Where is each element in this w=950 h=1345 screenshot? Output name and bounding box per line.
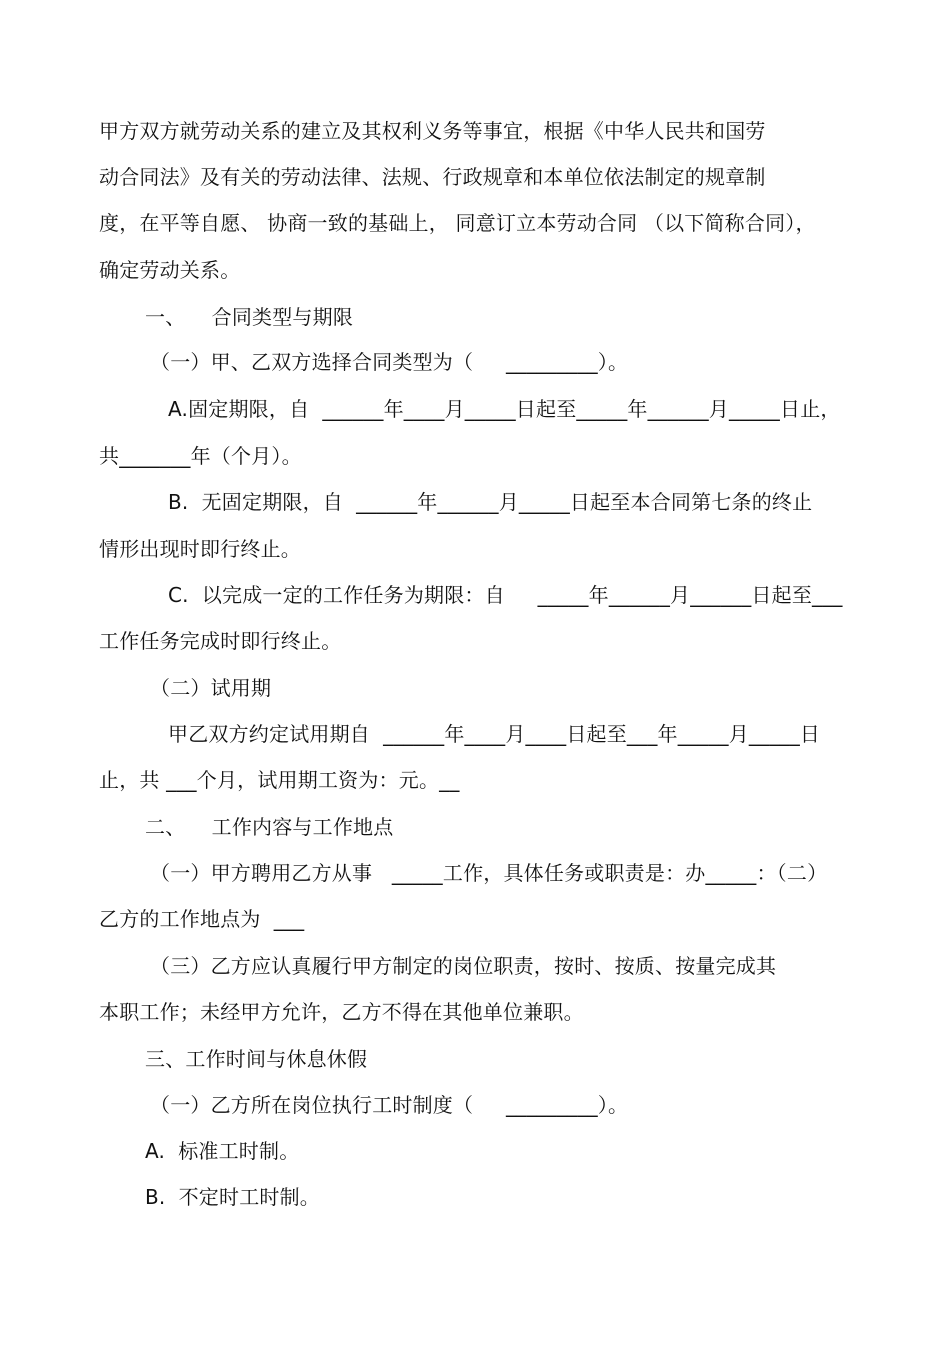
clause-line: 乙方的工作地点为 ___ xyxy=(99,907,305,931)
clause-line: 共_______年（个月）。 xyxy=(99,444,302,468)
section-heading: 一、 合同类型与期限 xyxy=(145,305,354,329)
clause-line: B. 无固定期限，自 ______年______月_____日起至本合同第七条的终止 xyxy=(168,490,813,514)
paragraph-line: 动合同法》及有关的劳动法律、法规、行政规章和本单位依法制定的规章制 xyxy=(99,165,766,189)
clause-line: C. 以完成一定的工作任务为期限：自 _____年______月______日起至___ xyxy=(168,583,843,607)
clause-line: 情形出现时即行终止。 xyxy=(99,537,301,561)
clause-line: 工作任务完成时即行终止。 xyxy=(99,629,342,653)
clause-line: 止，共 ___个月，试用期工资为：元。__ xyxy=(99,768,460,792)
subsection-line: （二）试用期 xyxy=(150,676,272,700)
clause-line: B. 不定时工时制。 xyxy=(145,1185,320,1209)
clause-line: 本职工作；未经甲方允许，乙方不得在其他单位兼职。 xyxy=(99,1000,584,1024)
subsection-line: （三）乙方应认真履行甲方制定的岗位职责，按时、按质、按量完成其 xyxy=(150,954,777,978)
paragraph-line: 度，在平等自愿、 协商一致的基础上， 同意订立本劳动合同 （以下简称合同）， xyxy=(99,211,816,235)
clause-line: A.固定期限，自 ______年____月_____日起至_____年______月_____日止， xyxy=(168,397,841,421)
clause-line: 甲乙双方约定试用期自 ______年____月____日起至___年_____月_____日 xyxy=(168,722,821,746)
subsection-line: （一）甲、乙双方选择合同类型为（ _________）。 xyxy=(150,350,629,374)
subsection-line: （一）乙方所在岗位执行工时制度（ _________）。 xyxy=(150,1093,629,1117)
section-heading: 二、 工作内容与工作地点 xyxy=(145,815,394,839)
subsection-line: （一）甲方聘用乙方从事 _____工作，具体任务或职责是：办_____：（二） xyxy=(150,861,828,885)
clause-line: A. 标准工时制。 xyxy=(145,1139,300,1163)
paragraph-line: 确定劳动关系。 xyxy=(99,258,241,282)
paragraph-line: 甲方双方就劳动关系的建立及其权利义务等事宜，根据《中华人民共和国劳 xyxy=(99,119,766,143)
section-heading: 三、工作时间与休息休假 xyxy=(145,1047,368,1071)
